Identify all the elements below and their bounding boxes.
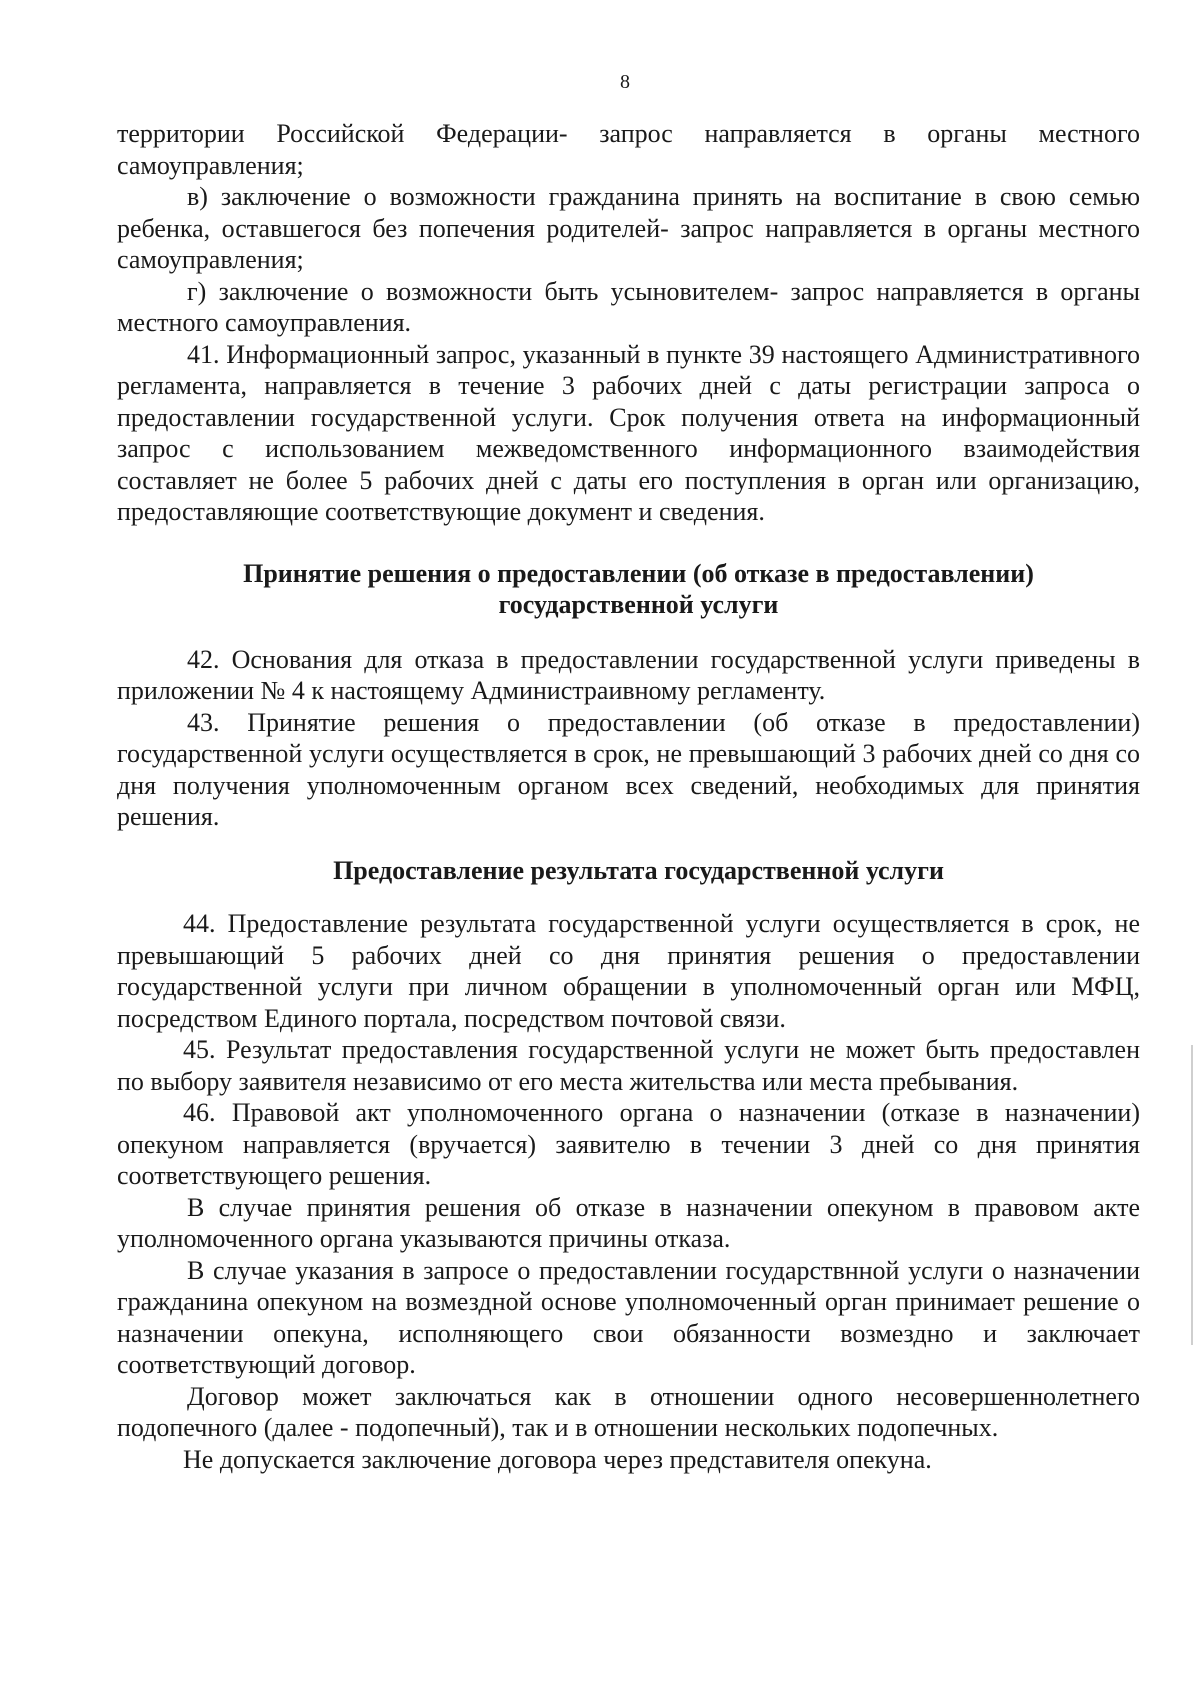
paragraph-42: 42. Основания для отказа в предоставлении государственной услуги приведены в приложении № 4 к настоящему Администраивному регламенту. — [117, 644, 1140, 705]
document-body — [117, 118, 1140, 1475]
section-heading-result: Предоставление результата государственной услуги — [333, 855, 944, 885]
paragraph-continuation: территории Российской Федерации- запрос направляется в органы местного самоуправления; — [117, 119, 1140, 180]
paragraph-contract-restriction: Не допускается заключение договора через представителя опекуна. — [183, 1444, 932, 1474]
paragraph-41: 41. Информационный запрос, указанный в пункте 39 настоящего Административного регламента, направляется в течение 3 рабочих дней с даты регистрации запроса о предоставлении государственной услуги. Срок получения ответа на информационный запрос с использованием межведомственного информационного взаимодействия составляет не более 5 рабочих дней с даты его поступления в орган или организацию, предоставляющие соответствующие документ и сведения. — [117, 339, 1140, 526]
scan-edge-mark — [1191, 1045, 1193, 1345]
paragraph-45: 45. Результат предоставления государственной услуги не может быть предоставлен по выбору заявителя независимо от его места жительства или места пребывания. — [117, 1035, 1140, 1096]
page-number: 8 — [620, 71, 630, 93]
paragraph-46: 46. Правовой акт уполномоченного органа о назначении (отказе в назначении) опекуном направляется (вручается) заявителю в течении 3 дней со дня принятия соответствующего решения. — [117, 1098, 1140, 1190]
paragraph-item-v: в) заключение о возможности гражданина принять на воспитание в свою семью ребенка, оставшегося без попечения родителей- запрос направляется в органы местного самоуправления; — [117, 182, 1140, 274]
paragraph-43: 43. Принятие решения о предоставлении (об отказе в предоставлении) государственной услуги осуществляется в срок, не превышающий 3 рабочих дней со дня со дня получения уполномоченным органом всех сведений, необходимых для принятия решения. — [117, 707, 1140, 831]
paragraph-paid-guardian: В случае указания в запросе о предоставлении государствнной услуги о назначении гражданина опекуном на возмездной основе уполномоченный орган принимает решение о назначении опекуна, исполняющего свои обязанности возмездно и заключает соответствующий договор. — [117, 1255, 1140, 1379]
section-heading-decision-line1: Принятие решения о предоставлении (об отказе в предоставлении) — [243, 558, 1034, 588]
paragraph-item-g: г) заключение о возможности быть усыновителем- запрос направляется в органы местного самоуправления. — [117, 276, 1140, 337]
paragraph-refusal-reasons: В случае принятия решения об отказе в назначении опекуном в правовом акте уполномоченного органа указываются причины отказа. — [117, 1192, 1140, 1253]
section-heading-decision-line2: государственной услуги — [498, 590, 779, 619]
paragraph-44: 44. Предоставление результата государственной услуги осуществляется в срок, не превышающий 5 рабочих дней со дня принятия решения о предоставлении государственной услуги при личном обращении в уполномоченный орган или МФЦ, посредством Единого портала, посредством почтовой связи. — [117, 909, 1140, 1033]
paragraph-contract-scope: Договор может заключаться как в отношении одного несовершеннолетнего подопечного (далее - подопечный), так и в отношении нескольких подопечных. — [117, 1381, 1140, 1442]
